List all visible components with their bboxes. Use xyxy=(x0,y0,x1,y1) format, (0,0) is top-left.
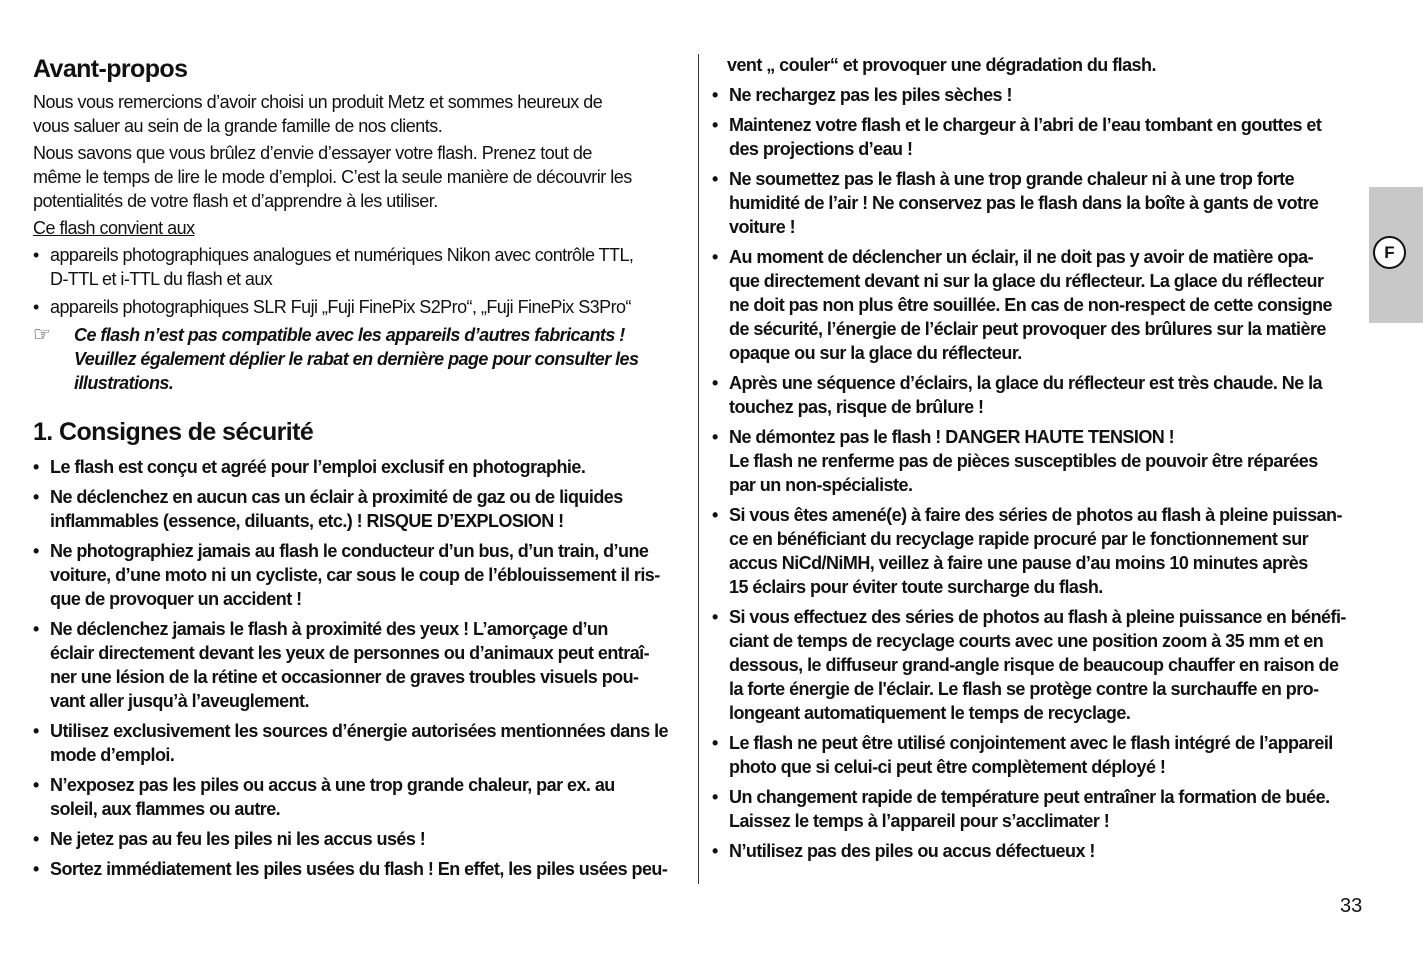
column-divider xyxy=(698,54,699,884)
list-item: • N’exposez pas les piles ou accus à une trop grande chaleur, par ex. au soleil, aux flammes ou autre. xyxy=(33,773,693,821)
list-item: • Un changement rapide de température peut entraîner la formation de buée. Laissez le temps à l’appareil pour s’acclimater ! xyxy=(712,785,1372,833)
list-item: • Ne rechargez pas les piles sèches ! xyxy=(712,83,1372,107)
list-item: • Maintenez votre flash et le chargeur à l’abri de l’eau tombant en gouttes et des projections d’eau ! xyxy=(712,113,1372,161)
compatibility-list xyxy=(33,243,693,319)
list-item: • Ne photographiez jamais au flash le conducteur d’un bus, d’un train, d’une voiture, d’une moto ni un cycliste, car sous le coup de l’éblouissement il ris- que de provoquer un accident ! xyxy=(33,539,693,611)
safety-list xyxy=(33,455,693,881)
intro-paragraph-1: Nous vous remercions d’avoir choisi un produit Metz et sommes heureux de vous saluer au sein de la grande famille de nos clients. xyxy=(33,92,603,136)
list-item: • Si vous êtes amené(e) à faire des séries de photos au flash à pleine puissan- ce en bénéficiant du recyclage rapide procuré par le fonctionnement sur accus NiCd/NiMH, veillez à faire une pause d’au moins 10 minutes après 15 éclairs pour éviter toute surcharge du flash. xyxy=(712,503,1372,599)
section-title: 1. Consignes de sécurité xyxy=(33,418,314,446)
list-item: • Le flash est conçu et agréé pour l’emploi exclusif en photographie. xyxy=(33,455,693,479)
intro-paragraph-2: Nous savons que vous brûlez d’envie d’essayer votre flash. Prenez tout de même le temps de lire le mode d’emploi. C’est la seule manière de découvrir les potentialités de votre flash et d’apprendre à les utiliser. xyxy=(33,143,632,211)
language-tab xyxy=(1369,187,1423,323)
compatibility-heading: Ce flash convient aux xyxy=(33,218,195,238)
list-item: • Ne démontez pas le flash ! DANGER HAUTE TENSION ! Le flash ne renferme pas de pièces susceptibles de pouvoir être réparées par un non-spécialiste. xyxy=(712,425,1372,497)
list-item: • Après une séquence d’éclairs, la glace du réflecteur est très chaude. Ne la touchez pas, risque de brûlure ! xyxy=(712,371,1372,419)
list-item: • Ne déclenchez jamais le flash à proximité des yeux ! L’amorçage d’un éclair directement devant les yeux de personnes ou d’animaux peut entraî- ner une lésion de la rétine et occasionner de graves troubles visuels pou- vant aller jusqu’à l’aveuglement. xyxy=(33,617,693,713)
list-item: • Utilisez exclusivement les sources d’énergie autorisées mentionnées dans le mode d’emploi. xyxy=(33,719,693,767)
list-item: • appareils photographiques analogues et numériques Nikon avec contrôle TTL, D-TTL et i-TTL du flash et aux xyxy=(33,243,693,291)
compatibility-note: ☞ Ce flash n’est pas compatible avec les appareils d’autres fabricants ! Veuillez également déplier le rabat en dernière page pour consulter les illustrations. xyxy=(33,324,639,393)
list-item: • N’utilisez pas des piles ou accus défectueux ! xyxy=(712,839,1372,863)
list-item: • Sortez immédiatement les piles usées du flash ! En effet, les piles usées peu- xyxy=(33,857,693,881)
list-item: • Au moment de déclencher un éclair, il ne doit pas y avoir de matière opa- que directement devant ni sur la glace du réflecteur. La glace du réflecteur ne doit pas non plus être souillée. En cas de non-respect de cette consigne de sécurité, l’énergie de l’éclair peut provoquer des brûlures sur la matière opaque ou sur la glace du réflecteur. xyxy=(712,245,1372,365)
pointing-hand-icon: ☞ xyxy=(33,324,51,346)
list-item: • Le flash ne peut être utilisé conjointement avec le flash intégré de l’appareil photo que si celui-ci peut être complètement déployé ! xyxy=(712,731,1372,779)
page-number: 33 xyxy=(1340,895,1363,917)
language-tab-label: F xyxy=(1373,236,1406,269)
list-item: • Ne jetez pas au feu les piles ni les accus usés ! xyxy=(33,827,693,851)
list-item: • Ne déclenchez en aucun cas un éclair à proximité de gaz ou de liquides inflammables (essence, diluants, etc.) ! RISQUE D’EXPLOSION ! xyxy=(33,485,693,533)
safety-list-continued xyxy=(712,53,1372,863)
page-title: Avant-propos xyxy=(33,55,188,83)
list-item: • Si vous effectuez des séries de photos au flash à pleine puissance en bénéfi- ciant de temps de recyclage courts avec une position zoom à 35 mm et en dessous, le diffuseur grand-angle risque de beaucoup chauffer en raison de la forte énergie de l'éclair. Le flash se protège contre la surchauffe en pro- longeant automatiquement le temps de recyclage. xyxy=(712,605,1372,725)
list-item: • appareils photographiques SLR Fuji „Fuji FinePix S2Pro“, „Fuji FinePix S3Pro“ xyxy=(33,295,693,319)
list-item-continuation: vent „ couler“ et provoquer une dégradation du flash. xyxy=(727,55,1156,75)
list-item: • Ne soumettez pas le flash à une trop grande chaleur ni à une trop forte humidité de l’air ! Ne conservez pas le flash dans la boîte à gants de votre voiture ! xyxy=(712,167,1372,239)
